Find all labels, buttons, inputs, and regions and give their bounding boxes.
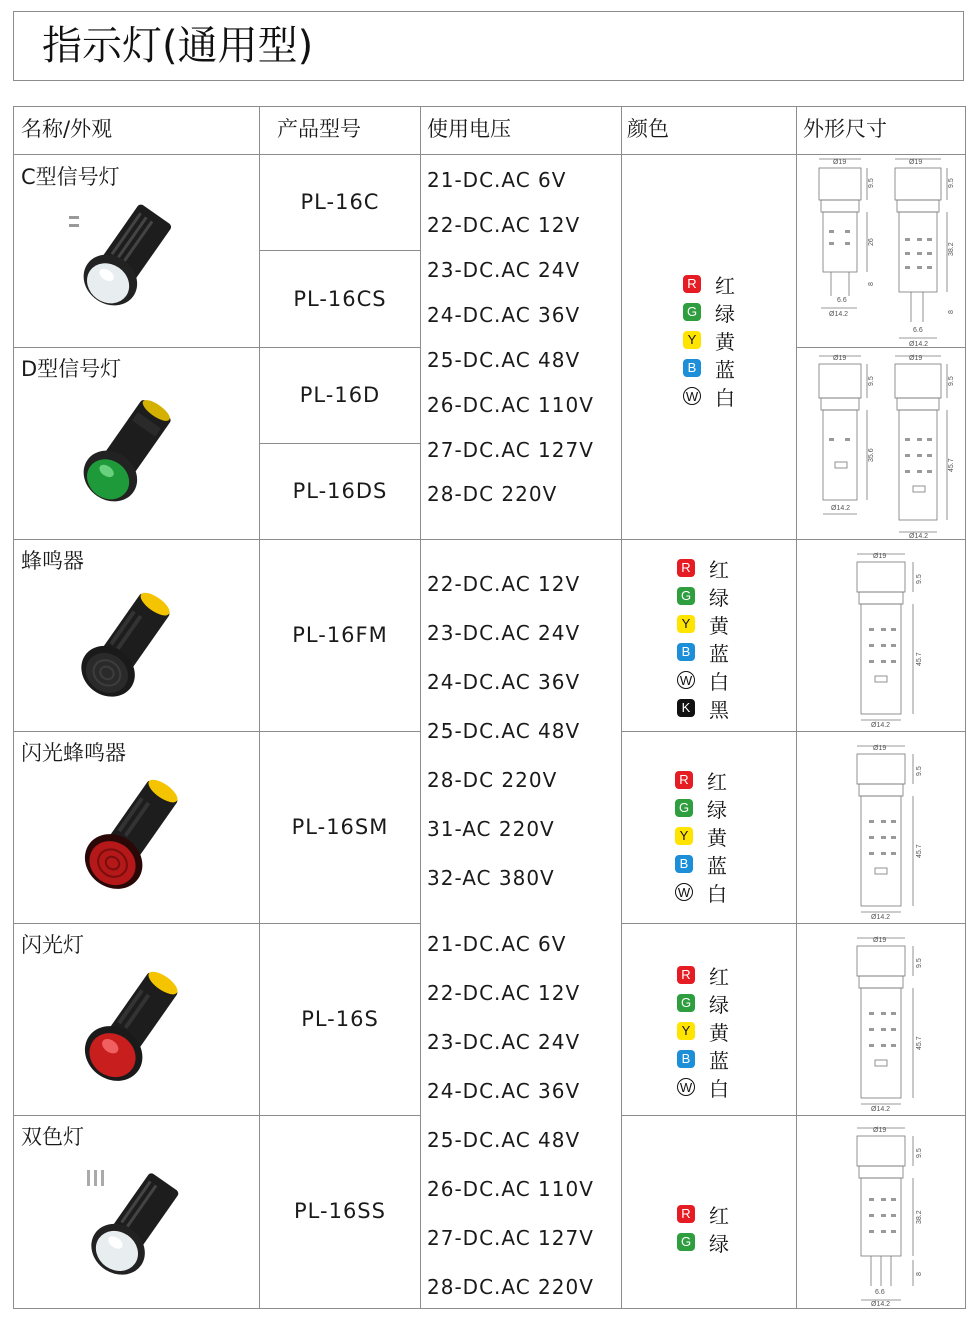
voltage-item: 24-DC.AC 36V	[427, 1079, 581, 1103]
dim-label: Ø14.2	[909, 533, 929, 538]
row-divider	[13, 923, 421, 924]
color-name: 蓝	[709, 1048, 729, 1073]
color-item	[677, 666, 729, 694]
title-box	[13, 11, 964, 81]
color-code-badge: G	[677, 587, 695, 605]
row-divider	[13, 154, 966, 155]
voltage-item: 21-DC.AC 6V	[427, 168, 567, 192]
color-name: 白	[707, 881, 727, 906]
color-code-badge: W	[677, 1078, 695, 1096]
product-name-d: D型信号灯	[21, 357, 122, 381]
voltage-item: 22-DC.AC 12V	[427, 981, 581, 1005]
color-item	[677, 610, 729, 638]
page-title: 指示灯(通用型)	[42, 23, 314, 69]
color-code-badge: W	[677, 671, 695, 689]
color-item	[683, 326, 735, 354]
color-name: 蓝	[715, 357, 735, 382]
color-item	[677, 554, 729, 582]
color-list-cd	[683, 270, 735, 410]
dim-label: Ø19	[873, 745, 887, 752]
color-name: 蓝	[707, 853, 727, 878]
color-code-badge: R	[677, 966, 695, 984]
color-list-s	[677, 961, 729, 1101]
color-code-badge: B	[677, 643, 695, 661]
model-pl16sm: PL-16SM	[291, 815, 389, 839]
row-divider	[13, 347, 421, 348]
color-code-badge: G	[677, 1233, 695, 1251]
header-model: 产品型号	[277, 117, 361, 141]
color-code-badge: K	[677, 699, 695, 717]
color-item	[677, 638, 729, 666]
product-photo-ss	[73, 1168, 203, 1298]
dim-label: 35.6	[868, 448, 875, 462]
dim-label: Ø14.2	[871, 722, 891, 728]
product-photo-c	[63, 202, 193, 322]
color-name: 红	[707, 769, 727, 794]
color-list-sm	[675, 766, 727, 906]
color-code-badge: Y	[677, 1022, 695, 1040]
color-item	[677, 1228, 729, 1256]
dim-label: 9.5	[948, 376, 955, 386]
dim-label: 8	[916, 1272, 923, 1276]
dim-label: 6.6	[913, 327, 923, 334]
color-code-badge: W	[675, 883, 693, 901]
spec-table	[13, 106, 966, 1309]
voltage-item: 21-DC.AC 6V	[427, 932, 567, 956]
product-name-sm: 闪光蜂鸣器	[21, 741, 126, 765]
dim-label: 26	[868, 238, 875, 246]
color-name: 绿	[709, 1231, 729, 1256]
color-item	[677, 989, 729, 1017]
row-divider	[621, 923, 966, 924]
terminal-pin	[101, 1170, 104, 1186]
dim-label: Ø14.2	[909, 341, 929, 346]
row-divider	[621, 731, 966, 732]
model-pl16c: PL-16C	[300, 190, 380, 214]
color-code-badge: Y	[677, 615, 695, 633]
color-code-badge: W	[683, 387, 701, 405]
voltage-item: 23-DC.AC 24V	[427, 1030, 581, 1054]
dim-label: Ø14.2	[871, 914, 891, 920]
color-code-badge: G	[677, 994, 695, 1012]
dim-label: 9.5	[916, 766, 923, 776]
color-code-badge: G	[675, 799, 693, 817]
voltage-item: 28-DC 220V	[427, 482, 558, 506]
voltage-item: 25-DC.AC 48V	[427, 719, 581, 743]
color-name: 蓝	[709, 641, 729, 666]
voltage-item: 24-DC.AC 36V	[427, 670, 581, 694]
table-border-right	[965, 106, 966, 1309]
dim-label: Ø19	[833, 355, 847, 362]
product-photo-d	[63, 398, 193, 518]
model-pl16ds: PL-16DS	[292, 479, 388, 503]
column-divider	[420, 106, 421, 1309]
color-name: 白	[709, 669, 729, 694]
row-divider	[259, 443, 421, 444]
voltage-item: 22-DC.AC 12V	[427, 572, 581, 596]
color-code-badge: B	[677, 1050, 695, 1068]
dim-label: Ø19	[909, 355, 923, 362]
color-item	[677, 1200, 729, 1228]
color-name: 红	[709, 557, 729, 582]
voltage-item: 28-DC 220V	[427, 768, 558, 792]
dim-label: Ø19	[873, 937, 887, 944]
row-divider	[13, 539, 966, 540]
color-item	[677, 1073, 729, 1101]
model-pl16ss: PL-16SS	[294, 1199, 386, 1223]
column-divider	[621, 106, 622, 1309]
voltage-item: 26-DC.AC 110V	[427, 1177, 594, 1201]
dim-label: 9.5	[868, 376, 875, 386]
voltage-item: 31-AC 220V	[427, 817, 555, 841]
dim-label: Ø14.2	[871, 1301, 891, 1306]
voltage-item: 32-AC 380V	[427, 866, 555, 890]
color-name: 绿	[715, 301, 735, 326]
dim-label: Ø19	[833, 159, 847, 166]
color-item	[675, 822, 727, 850]
color-name: 白	[715, 385, 735, 410]
dim-label: 45.7	[916, 652, 923, 666]
dimension-drawing-ss	[843, 1120, 933, 1306]
dim-label: Ø19	[873, 1127, 887, 1134]
voltage-item: 23-DC.AC 24V	[427, 258, 581, 282]
color-name: 红	[715, 273, 735, 298]
color-item	[677, 1045, 729, 1073]
color-code-badge: Y	[683, 331, 701, 349]
color-item	[677, 961, 729, 989]
color-item	[683, 354, 735, 382]
color-item	[683, 298, 735, 326]
color-item	[677, 694, 729, 722]
dim-label: 45.7	[916, 1036, 923, 1050]
voltage-item: 26-DC.AC 110V	[427, 393, 594, 417]
model-pl16d: PL-16D	[299, 383, 381, 407]
dim-label: 45.7	[916, 844, 923, 858]
color-item	[675, 878, 727, 906]
terminal-pin	[87, 1170, 90, 1186]
row-divider	[13, 731, 421, 732]
voltage-item: 24-DC.AC 36V	[427, 303, 581, 327]
color-code-badge: R	[677, 1205, 695, 1223]
dimension-drawing-c	[805, 156, 963, 346]
dim-label: 6.6	[837, 297, 847, 304]
product-photo-s	[63, 968, 203, 1108]
row-divider	[13, 106, 966, 107]
color-code-badge: B	[675, 855, 693, 873]
voltage-item: 27-DC.AC 127V	[427, 1226, 594, 1250]
dim-label: 9.5	[948, 178, 955, 188]
dimension-drawing-d	[805, 350, 963, 538]
color-code-badge: B	[683, 359, 701, 377]
voltage-item: 27-DC.AC 127V	[427, 438, 594, 462]
header-name: 名称/外观	[21, 117, 113, 141]
header-voltage: 使用电压	[427, 117, 511, 141]
color-name: 黄	[709, 1020, 729, 1045]
row-divider	[13, 1308, 966, 1309]
voltage-item: 23-DC.AC 24V	[427, 621, 581, 645]
row-divider	[796, 347, 966, 348]
dim-label: 9.5	[868, 178, 875, 188]
color-item	[675, 850, 727, 878]
dim-label: 8	[948, 310, 955, 314]
voltage-item: 28-DC.AC 220V	[427, 1275, 594, 1299]
color-name: 黄	[715, 329, 735, 354]
product-name-ss: 双色灯	[21, 1125, 84, 1149]
column-divider	[796, 106, 797, 1309]
product-name-c: C型信号灯	[21, 165, 120, 189]
color-list-ss	[677, 1200, 729, 1256]
dim-label: Ø19	[873, 553, 887, 560]
header-color: 颜色	[627, 117, 669, 141]
dim-label: 38.2	[948, 242, 955, 256]
dim-label: Ø14.2	[829, 311, 849, 318]
model-pl16s: PL-16S	[301, 1007, 379, 1031]
dim-label: Ø14.2	[871, 1106, 891, 1112]
dimension-drawing-s	[843, 930, 933, 1112]
table-border-left	[13, 106, 14, 1309]
dim-label: 9.5	[916, 1148, 923, 1158]
dim-label: 9.5	[916, 958, 923, 968]
color-code-badge: G	[683, 303, 701, 321]
color-item	[683, 270, 735, 298]
model-pl16cs: PL-16CS	[293, 287, 387, 311]
row-divider	[621, 1115, 966, 1116]
dim-label: 38.2	[916, 1210, 923, 1224]
color-name: 白	[709, 1076, 729, 1101]
color-name: 黄	[709, 613, 729, 638]
model-pl16fm: PL-16FM	[292, 623, 388, 647]
dim-label: 8	[868, 282, 875, 286]
color-item	[675, 766, 727, 794]
color-name: 红	[709, 1203, 729, 1228]
color-item	[675, 794, 727, 822]
voltage-item: 25-DC.AC 48V	[427, 1128, 581, 1152]
row-divider	[13, 1115, 421, 1116]
color-code-badge: R	[677, 559, 695, 577]
color-name: 绿	[709, 992, 729, 1017]
dim-label: 6.6	[875, 1289, 885, 1296]
color-code-badge: R	[675, 771, 693, 789]
voltage-item: 22-DC.AC 12V	[427, 213, 581, 237]
product-photo-sm	[63, 776, 203, 916]
color-code-badge: Y	[675, 827, 693, 845]
color-item	[683, 382, 735, 410]
terminal-pin	[69, 216, 79, 219]
dim-label: 45.7	[948, 458, 955, 472]
color-code-badge: R	[683, 275, 701, 293]
header-dimension: 外形尺寸	[803, 117, 887, 141]
color-name: 绿	[709, 585, 729, 610]
dim-label: 9.5	[916, 574, 923, 584]
row-divider	[259, 250, 421, 251]
voltage-item: 25-DC.AC 48V	[427, 348, 581, 372]
color-item	[677, 582, 729, 610]
color-name: 黄	[707, 825, 727, 850]
dimension-drawing-fm	[843, 546, 933, 728]
dimension-drawing-sm	[843, 738, 933, 920]
product-photo-fm	[63, 590, 193, 720]
dim-label: Ø14.2	[831, 505, 851, 512]
product-name-s: 闪光灯	[21, 933, 84, 957]
color-item	[677, 1017, 729, 1045]
color-list-fm	[677, 554, 729, 722]
color-name: 绿	[707, 797, 727, 822]
dim-label: Ø19	[909, 159, 923, 166]
terminal-pin	[94, 1170, 97, 1186]
terminal-pin	[69, 224, 79, 227]
product-name-fm: 蜂鸣器	[21, 549, 84, 573]
color-name: 红	[709, 964, 729, 989]
color-name: 黑	[709, 697, 729, 722]
